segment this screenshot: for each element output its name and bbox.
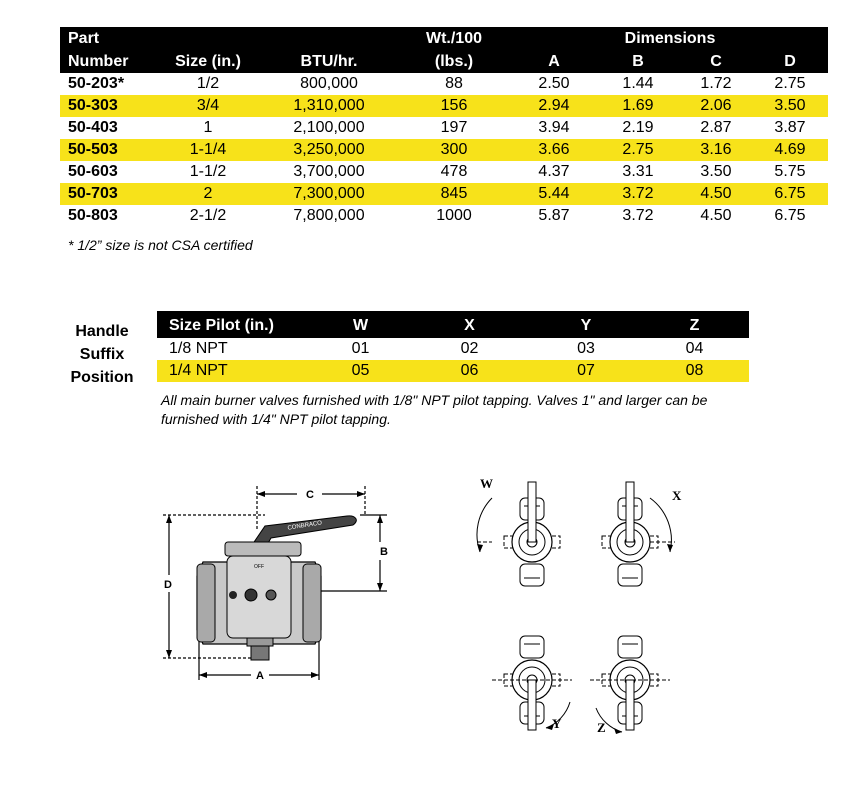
- handle-brand-text: CONBRACO: [287, 520, 323, 532]
- dim-label-d: D: [164, 579, 172, 591]
- dim-a-cell: 4.37: [538, 163, 570, 180]
- dim-c-cell: 3.16: [680, 139, 752, 161]
- dim-label-a: A: [256, 670, 264, 682]
- table-row: [60, 161, 828, 183]
- size-cell: 2: [154, 183, 262, 205]
- header-number: Number: [60, 50, 154, 73]
- header-part: Part: [60, 27, 154, 50]
- size-cell: 3/4: [154, 95, 262, 117]
- size-cell: 1-1/2: [189, 163, 227, 180]
- z-cell: 04: [685, 340, 704, 357]
- dim-b-cell: 3.72: [596, 183, 680, 205]
- spec-table: [60, 27, 828, 227]
- handle-header-row: [157, 311, 749, 338]
- table-row: [157, 338, 749, 360]
- z-cell: 08: [640, 360, 749, 382]
- handle-label-line: Suffix: [79, 346, 125, 363]
- part-number: 50-403: [68, 119, 118, 136]
- dim-d-cell: 5.75: [774, 163, 806, 180]
- dim-c-cell: 1.72: [700, 75, 732, 92]
- off-marking: OFF: [254, 564, 264, 570]
- y-cell: 03: [577, 340, 595, 357]
- part-number: 50-603: [68, 163, 118, 180]
- dim-d-cell: 3.87: [774, 119, 806, 136]
- header-x: X: [407, 311, 532, 338]
- table-row: [157, 360, 749, 382]
- weight-cell: 845: [396, 183, 512, 205]
- dim-b-cell: 2.75: [596, 139, 680, 161]
- dim-d-cell: 3.50: [752, 95, 828, 117]
- dim-b-cell: 3.31: [622, 163, 654, 180]
- weight-cell: 156: [396, 95, 512, 117]
- csa-footnote: * 1/2” size is not CSA certified: [68, 237, 253, 253]
- handle-suffix-table: [157, 311, 749, 382]
- spec-header-row-2: [60, 50, 828, 73]
- header-dim-c: C: [680, 50, 752, 73]
- header-dimensions: Dimensions: [512, 27, 828, 50]
- header-w: W: [314, 311, 407, 338]
- part-number: 50-703: [60, 183, 154, 205]
- table-row: [60, 205, 828, 227]
- btu-cell: 3,250,000: [262, 139, 396, 161]
- table-row: [60, 117, 828, 139]
- dim-d-cell: 2.75: [774, 75, 806, 92]
- spec-header-row-1: [60, 27, 828, 50]
- weight-cell: 88: [445, 75, 463, 92]
- dim-d-cell: 4.69: [752, 139, 828, 161]
- btu-cell: 800,000: [300, 75, 358, 92]
- btu-cell: 7,800,000: [293, 207, 365, 224]
- pilot-size-cell: 1/4 NPT: [157, 360, 314, 382]
- btu-cell: 1,310,000: [262, 95, 396, 117]
- table-row: [60, 73, 828, 95]
- btu-cell: 3,700,000: [293, 163, 365, 180]
- dim-a-cell: 5.44: [512, 183, 596, 205]
- header-dim-b: B: [596, 50, 680, 73]
- dim-a-cell: 2.50: [538, 75, 570, 92]
- dim-c-cell: 2.06: [680, 95, 752, 117]
- btu-cell: 7,300,000: [262, 183, 396, 205]
- handle-position-diagrams: [460, 470, 695, 740]
- w-cell: 05: [314, 360, 407, 382]
- valve-dimension-drawing: [155, 480, 400, 685]
- w-cell: 01: [351, 340, 370, 357]
- position-label-w: W: [480, 476, 493, 491]
- dim-a-cell: 5.87: [538, 207, 570, 224]
- size-cell: 1/2: [196, 75, 220, 92]
- table-row: [60, 183, 828, 205]
- dim-c-cell: 2.87: [700, 119, 732, 136]
- position-label-x: X: [672, 488, 682, 503]
- dim-a-cell: 2.94: [512, 95, 596, 117]
- dim-c-cell: 4.50: [680, 183, 752, 205]
- pilot-tapping-note: All main burner valves furnished with 1/8" NPT pilot tapping. Valves 1" and larger can be furnished with 1/4" NPT pilot tapping.: [161, 392, 708, 427]
- handle-label-line: Position: [70, 369, 134, 386]
- handle-suffix-label: [62, 320, 142, 389]
- btu-cell: 2,100,000: [293, 119, 365, 136]
- position-label-z: Z: [597, 720, 606, 735]
- part-number: 50-503: [60, 139, 154, 161]
- x-cell: 02: [460, 340, 479, 357]
- weight-cell: 1000: [436, 207, 472, 224]
- part-number: 50-803: [68, 207, 118, 224]
- dim-label-b: B: [380, 546, 388, 558]
- size-cell: 1-1/4: [154, 139, 262, 161]
- dim-d-cell: 6.75: [774, 207, 806, 224]
- dim-b-cell: 1.44: [622, 75, 654, 92]
- weight-cell: 300: [396, 139, 512, 161]
- header-dim-a: A: [512, 50, 596, 73]
- table-row: [60, 139, 828, 161]
- dim-c-cell: 4.50: [700, 207, 732, 224]
- weight-cell: 478: [440, 163, 468, 180]
- dim-b-cell: 2.19: [622, 119, 654, 136]
- dim-a-cell: 3.66: [512, 139, 596, 161]
- position-label-y: Y: [552, 716, 562, 731]
- size-cell: 2-1/2: [189, 207, 227, 224]
- size-cell: 1: [203, 119, 213, 136]
- part-number: 50-203*: [68, 75, 125, 92]
- header-z: Z: [640, 311, 749, 338]
- x-cell: 06: [407, 360, 532, 382]
- header-dim-d: D: [752, 50, 828, 73]
- part-number: 50-303: [60, 95, 154, 117]
- dim-b-cell: 3.72: [622, 207, 654, 224]
- header-weight: Wt./100: [396, 27, 512, 50]
- dim-d-cell: 6.75: [752, 183, 828, 205]
- y-cell: 07: [532, 360, 640, 382]
- table-row: [60, 95, 828, 117]
- header-size: Size (in.): [154, 50, 262, 73]
- dim-a-cell: 3.94: [538, 119, 570, 136]
- header-lbs: (lbs.): [396, 50, 512, 73]
- dim-c-cell: 3.50: [700, 163, 732, 180]
- weight-cell: 197: [440, 119, 468, 136]
- header-size-pilot: Size Pilot (in.): [157, 311, 314, 338]
- header-y: Y: [532, 311, 640, 338]
- pilot-size-cell: 1/8 NPT: [169, 340, 228, 357]
- dim-label-c: C: [306, 489, 314, 501]
- dim-b-cell: 1.69: [596, 95, 680, 117]
- header-btu: BTU/hr.: [262, 50, 396, 73]
- handle-label-line: Handle: [75, 323, 129, 340]
